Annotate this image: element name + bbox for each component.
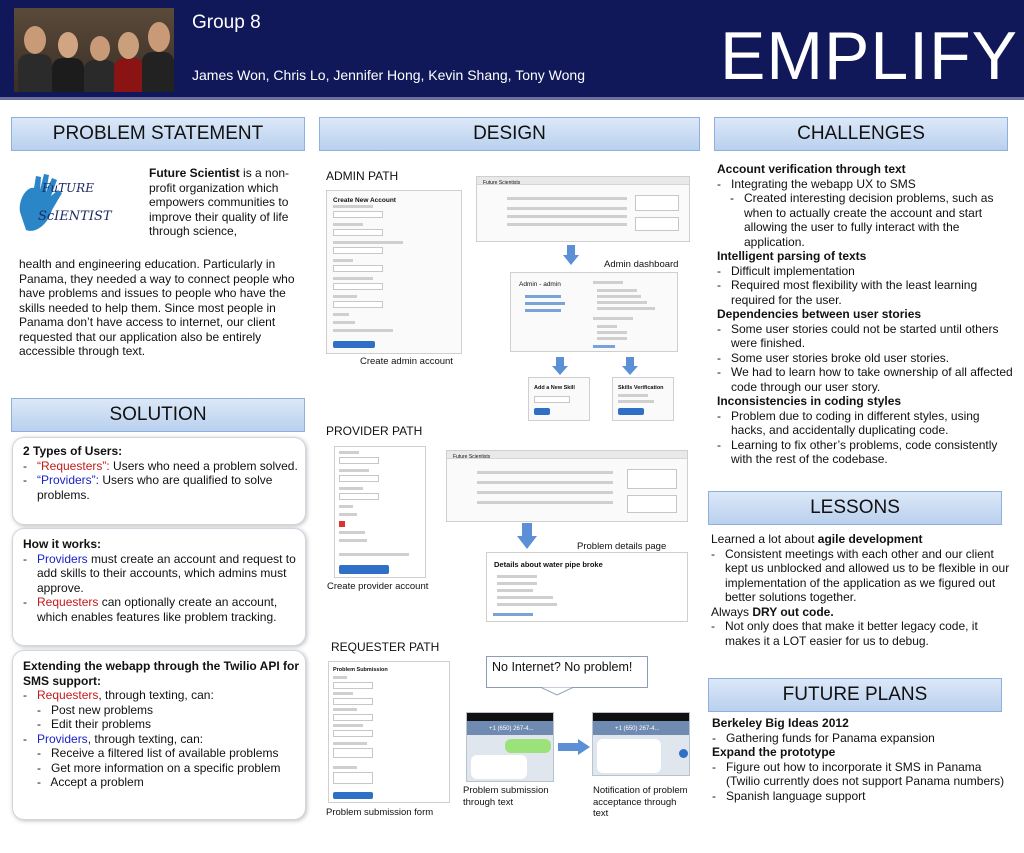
down-arrow-icon (563, 245, 579, 265)
skills-verification-screenshot: Skills Verification (612, 377, 674, 421)
add-skill-screenshot: Add a New Skill (528, 377, 590, 421)
create-provider-screenshot (334, 446, 426, 578)
sms-acceptance-caption: Notification of problem acceptance through text (593, 785, 688, 819)
poster-header (0, 0, 1024, 100)
tw-prov-item: - Accept a problem (37, 775, 144, 789)
problem-body: health and engineering education. Particularly in Panama, they needed a way to connect people who have problems and issues to people who have the skills needed to help them. Since most people in Panama don’t have access to internet, our client requested that our application also be entirely accessible through text. (19, 257, 295, 358)
lessons-header: LESSONS (708, 491, 1002, 525)
down-arrow-icon (517, 523, 537, 549)
how-requesters-item: - Requesters can optionally create an account, which enables features like problem tracking. (23, 595, 278, 624)
problem-statement-header: PROBLEM STATEMENT (11, 117, 305, 151)
requesters-item: - “Requesters”: Users who need a problem solved. (23, 458, 298, 473)
group-title: Group 8 (192, 12, 261, 33)
tw-req-item: - Post new problems (37, 702, 154, 717)
how-it-works-title: How it works: (23, 537, 102, 551)
project-title: EMPLIFY (720, 18, 1018, 94)
problem-intro: Future Scientist is a non-profit organization which empowers communities to improve their quality of life through science, (149, 166, 290, 238)
lessons-list: Learned a lot about agile development - Consistent meetings with each other and our client kept us unblocked and allowed us to be flexible in our implementation of the application as we figured out better solutions together. Always DRY out code. - Not only does that make it better legacy code, it makes it a LOT easier for us to debug. (711, 532, 1010, 648)
problem-details-screenshot: Details about water pipe broke (486, 552, 688, 622)
down-arrow-icon (622, 357, 638, 375)
how-it-works-card (12, 528, 306, 646)
tw-prov-item: - Receive a filtered list of available problems (37, 746, 279, 760)
create-admin-caption: Create admin account (360, 356, 453, 367)
future-plans-header: FUTURE PLANS (708, 678, 1002, 712)
challenges-list: Account verification through text - Integrating the webapp UX to SMS - Created interesting decision problems, such as when to actually create the account and start allowing the user to fully interact with the application. Intelligent parsing of texts - Difficult implementation - Required most flexibility with the least learning required for the user. Dependencies between user stories - Some user stories could not be started until others were finished. - Some user stories broke old user stories. - We had to learn how to take ownership of all affected code through our user story. Inconsistencies in coding styles - Problem due to coding in different styles, using hacks, and accidentally duplicating code. - Learning to fix other’s problems, code consistently with the rest of the codebase. (717, 162, 1013, 466)
twilio-title: Extending the webapp through the Twilio API for SMS support: (23, 659, 299, 688)
twilio-card (12, 650, 306, 820)
provider-path-label: PROVIDER PATH (326, 424, 423, 438)
problem-submission-screenshot: Problem Submission (328, 661, 450, 803)
create-admin-screenshot: Create New Account (326, 190, 462, 354)
user-types-card (12, 437, 306, 525)
sms-submission-caption: Problem submission through text (463, 785, 549, 808)
tw-prov-item: - Get more information on a specific problem (37, 760, 281, 775)
admin-dashboard-screenshot: Admin - admin (510, 272, 678, 352)
provider-table-screenshot: Future Scientists (446, 450, 688, 522)
sms-acceptance-phone: +1 (650) 267-4... (592, 712, 690, 776)
future-scientist-logo (14, 168, 140, 240)
team-members: James Won, Chris Lo, Jennifer Hong, Kevin Shang, Tony Wong (192, 67, 585, 83)
admin-path-label: ADMIN PATH (326, 169, 399, 183)
requester-path-label: REQUESTER PATH (331, 640, 440, 654)
down-arrow-icon (552, 357, 568, 375)
challenges-header: CHALLENGES (714, 117, 1008, 151)
providers-item: - “Providers”: Users who are qualified to solve problems. (23, 473, 273, 502)
user-types-title: 2 Types of Users: (23, 444, 123, 458)
info-icon (679, 749, 688, 758)
tw-req-item: - Edit their problems (37, 717, 152, 731)
tw-requesters: - Requesters, through texting, can: (23, 688, 214, 702)
design-header: DESIGN (319, 117, 700, 151)
problem-details-caption: Problem details page (577, 541, 667, 552)
team-photo (14, 8, 174, 92)
right-arrow-icon (558, 739, 590, 755)
callout-pointer-icon (540, 687, 574, 696)
tw-providers: - Providers, through texting, can: (23, 731, 204, 746)
admin-table-screenshot: Future Scientists (476, 176, 690, 242)
submission-form-caption: Problem submission form (326, 807, 434, 818)
how-providers-item: - Providers must create an account and request to add skills to their accounts, which admins must approve. (23, 551, 296, 595)
sms-submission-phone: +1 (650) 267-4... (466, 712, 554, 782)
admin-dashboard-caption: Admin dashboard (604, 259, 679, 270)
solution-header: SOLUTION (11, 398, 305, 432)
create-provider-caption: Create provider account (327, 581, 429, 592)
svg-text:ScIENTIST: ScIENTIST (38, 209, 112, 224)
future-plans-list: Berkeley Big Ideas 2012 - Gathering funds for Panama expansion Expand the prototype - Figure out how to incorporate it SMS in Panama (Twilio currently does not support Panama numbers) - Spanish language support (712, 716, 1005, 803)
org-name: Future Scientist (149, 166, 240, 180)
svg-text:FuTURE: FuTURE (42, 181, 94, 195)
checkbox-icon (339, 521, 345, 527)
no-internet-callout: No Internet? No problem! (486, 656, 648, 688)
